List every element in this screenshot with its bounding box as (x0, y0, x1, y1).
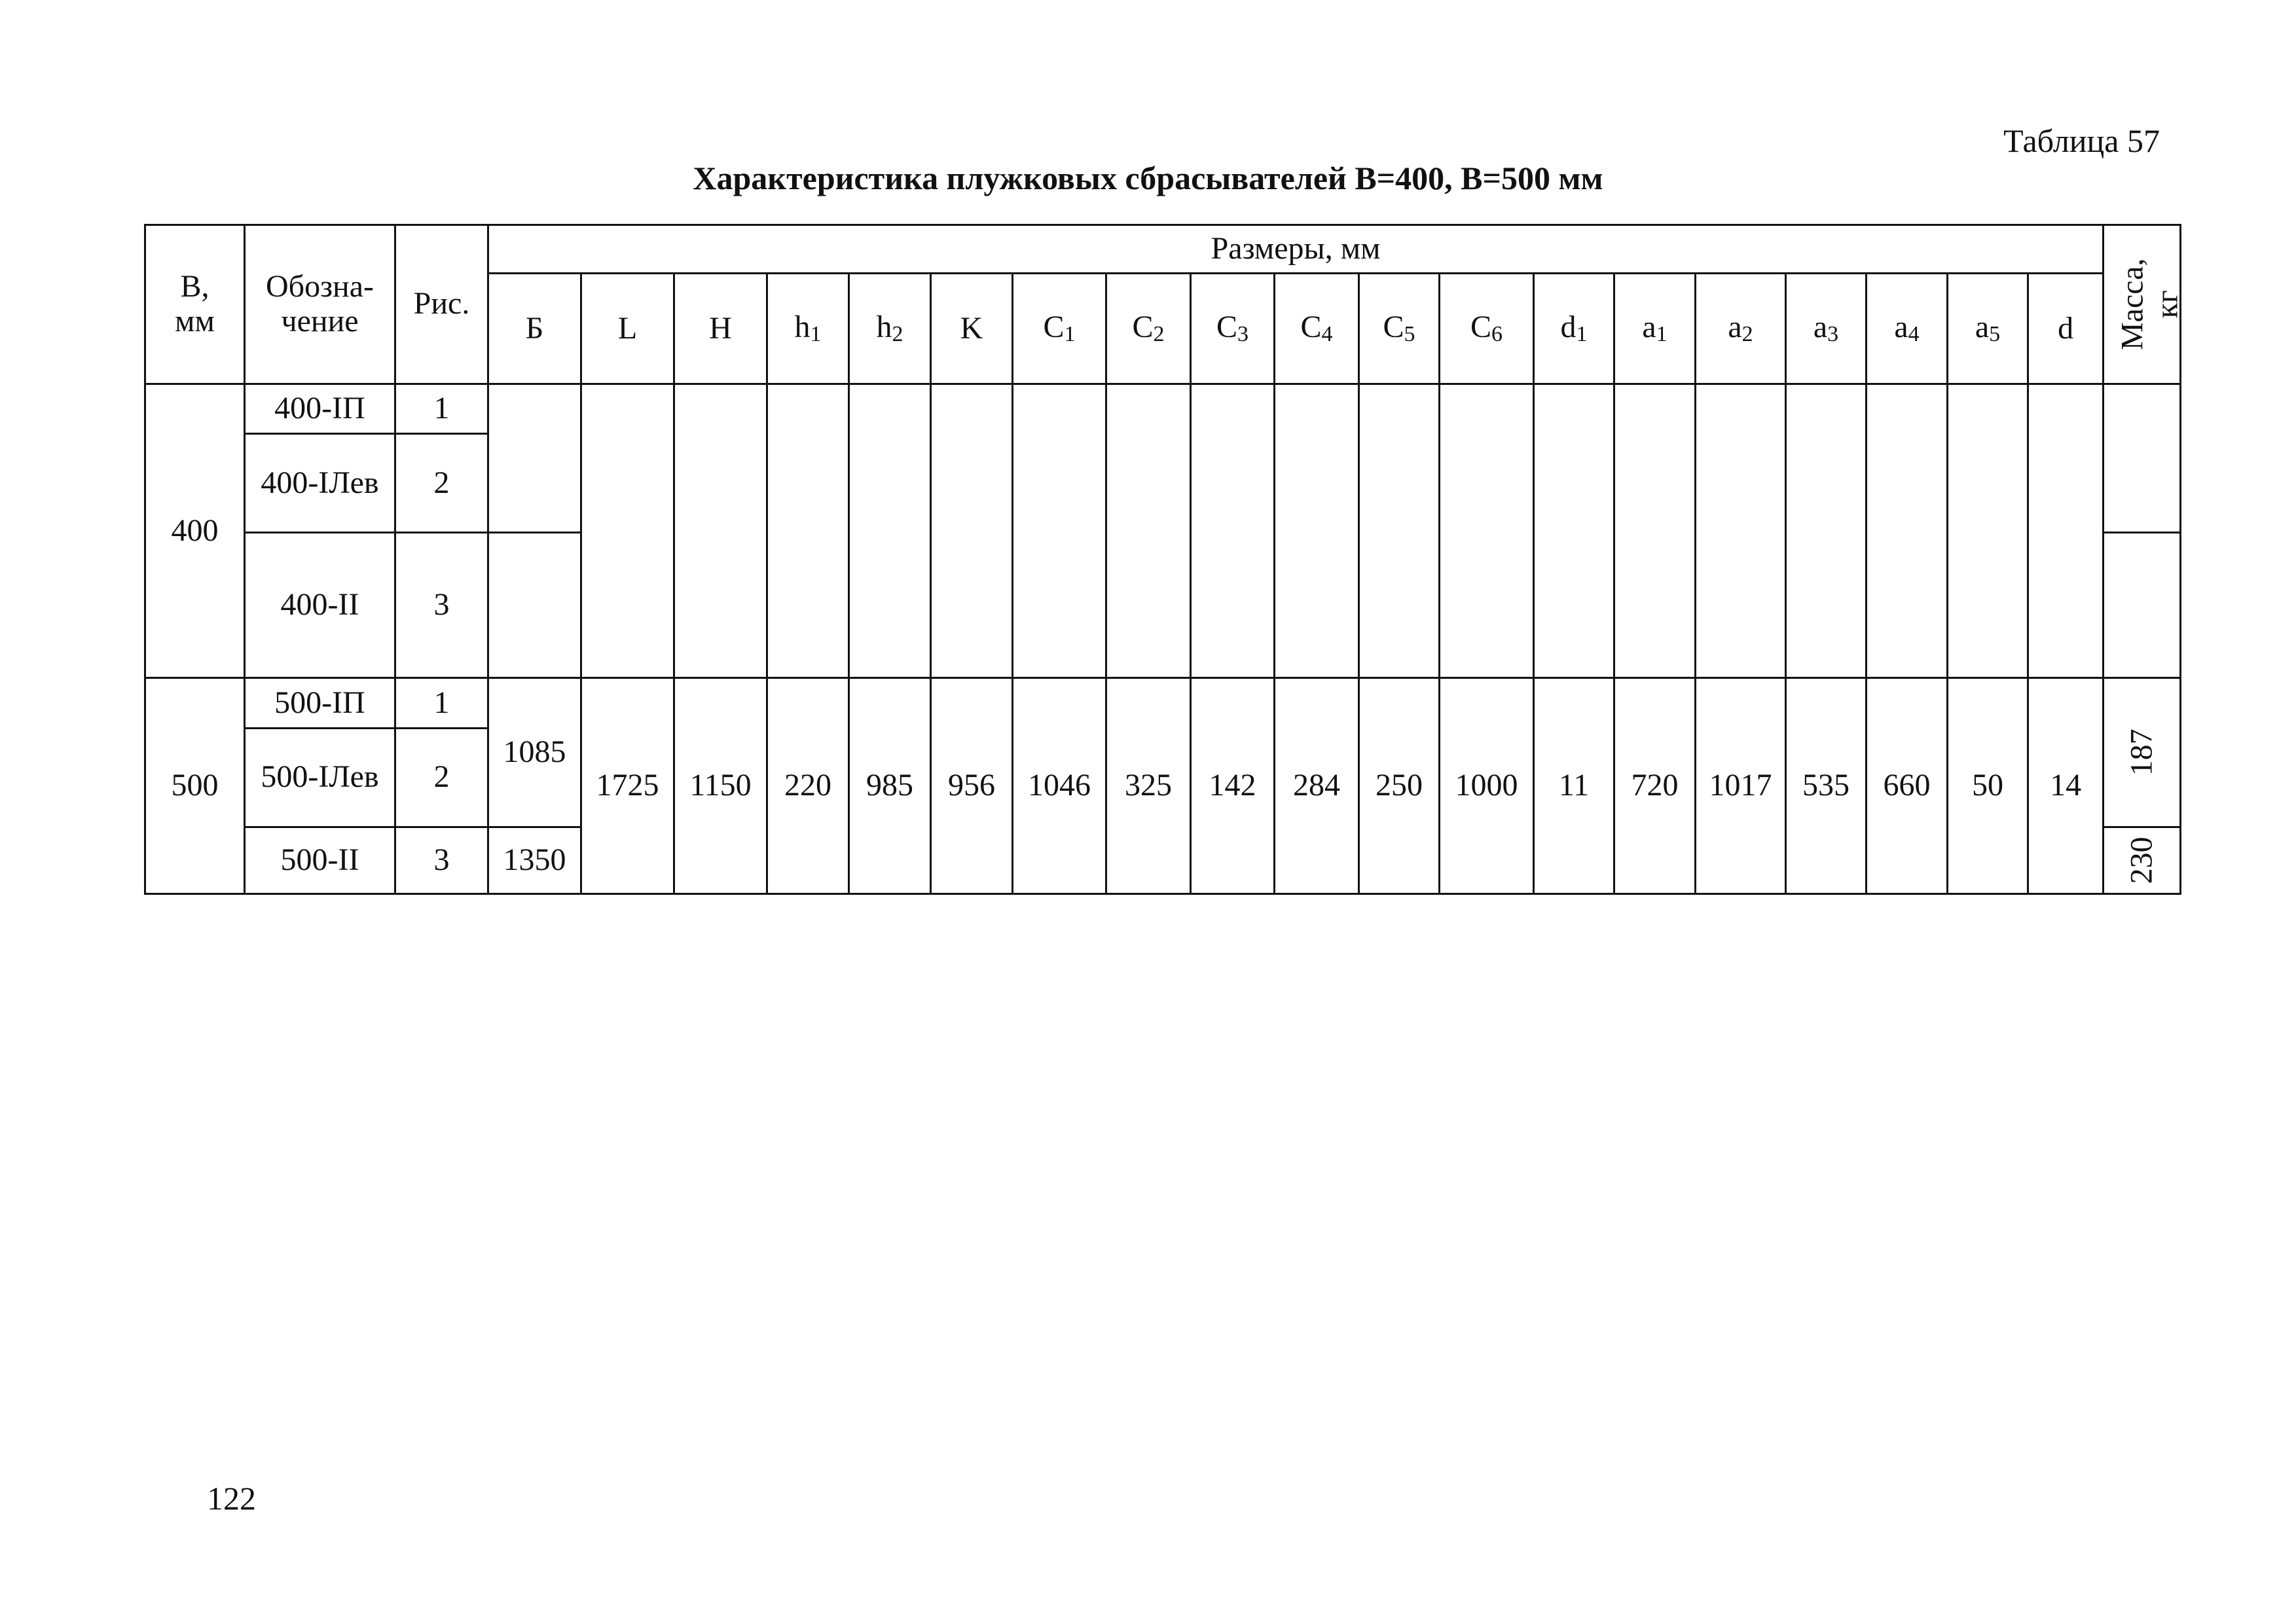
cell-dimension-value (849, 384, 931, 678)
cell-dimension-value: 985 (849, 678, 931, 894)
cell-dimension-value: 325 (1106, 678, 1191, 894)
dim-subscript: 4 (1908, 322, 1920, 347)
dim-symbol: Б (525, 310, 544, 346)
cell-dimension-value (674, 384, 767, 678)
dim-symbol: C (1383, 310, 1404, 345)
cell-dimension-value (1106, 384, 1191, 678)
cell-b-size (488, 384, 581, 532)
cell-b-width: 400 (145, 384, 245, 678)
cell-mass (2104, 384, 2181, 532)
dim-symbol: h (876, 310, 892, 345)
cell-dimension-value: 1150 (674, 678, 767, 894)
cell-mass (2104, 827, 2181, 893)
dim-subscript: 1 (1656, 322, 1667, 347)
cell-dimension-value: 50 (1948, 678, 2028, 894)
dim-subscript: 1 (1064, 322, 1076, 347)
col-header-dim (1614, 274, 1696, 384)
dim-symbol: a (1728, 310, 1742, 345)
cell-fig: 2 (395, 729, 488, 827)
col-header-dim (1359, 274, 1440, 384)
cell-b-size (488, 533, 581, 678)
dim-subscript: 1 (1576, 322, 1588, 347)
cell-dimension-value (1948, 384, 2028, 678)
cell-dimension-value: 1017 (1696, 678, 1786, 894)
cell-fig: 2 (395, 434, 488, 533)
col-header-dim (581, 274, 674, 384)
col-header-dim (674, 274, 767, 384)
col-header-dim (931, 274, 1013, 384)
cell-dimension-value: 720 (1614, 678, 1696, 894)
dim-subscript: 3 (1827, 322, 1839, 347)
cell-dimension-value: 660 (1867, 678, 1948, 894)
dim-subscript: 6 (1491, 322, 1503, 347)
dim-symbol: K (960, 310, 983, 346)
col-header-dim (1534, 274, 1614, 384)
col-header-dim (1013, 274, 1106, 384)
cell-fig: 1 (395, 678, 488, 729)
dim-subscript: 1 (810, 322, 822, 347)
col-header-dim (849, 274, 931, 384)
cell-designation: 500-IП (245, 678, 395, 729)
cell-designation: 400-IП (245, 384, 395, 434)
col-header-dim (1106, 274, 1191, 384)
spec-table (144, 224, 2185, 895)
cell-designation: 400-II (245, 533, 395, 678)
page-number: 122 (207, 1480, 256, 1517)
cell-dimension-value (1191, 384, 1275, 678)
col-header-dim (1867, 274, 1948, 384)
col-header-dimensions-group: Размеры, мм (488, 225, 2104, 274)
col-header-dim (1696, 274, 1786, 384)
dim-subscript: 2 (1153, 322, 1165, 347)
mass-value: 187 (2124, 729, 2159, 776)
dim-symbol: C (1470, 310, 1491, 345)
cell-designation: 500-IЛев (245, 729, 395, 827)
col-header-dim (1440, 274, 1534, 384)
cell-designation: 500-II (245, 827, 395, 893)
cell-dimension-value (1786, 384, 1867, 678)
cell-mass (2104, 678, 2181, 827)
cell-fig: 3 (395, 827, 488, 893)
cell-dimension-value: 1000 (1440, 678, 1534, 894)
dim-symbol: a (1642, 310, 1656, 345)
cell-dimension-value (931, 384, 1013, 678)
cell-fig: 3 (395, 533, 488, 678)
cell-b-width: 500 (145, 678, 245, 894)
cell-designation: 400-IЛев (245, 434, 395, 533)
table-number: Таблица 57 (2003, 122, 2160, 159)
col-header-b: В, мм (145, 225, 245, 384)
cell-dimension-value (581, 384, 674, 678)
cell-dimension-value: 14 (2028, 678, 2104, 894)
dim-symbol: d (2058, 310, 2074, 346)
cell-mass (2104, 533, 2181, 678)
cell-fig: 1 (395, 384, 488, 434)
cell-dimension-value (1534, 384, 1614, 678)
dim-subscript: 5 (1404, 322, 1415, 347)
cell-dimension-value (1867, 384, 1948, 678)
table-title: Характеристика плужковых сбрасывателей В=400, В=500 мм (693, 160, 1603, 196)
cell-dimension-value: 142 (1191, 678, 1275, 894)
cell-dimension-value (1614, 384, 1696, 678)
dim-symbol: L (617, 310, 638, 346)
cell-dimension-value: 1725 (581, 678, 674, 894)
cell-dimension-value (2028, 384, 2104, 678)
cell-dimension-value: 220 (767, 678, 849, 894)
col-header-dim (1191, 274, 1275, 384)
cell-dimension-value: 1046 (1013, 678, 1106, 894)
dim-symbol: C (1216, 310, 1237, 345)
col-header-dim (1786, 274, 1867, 384)
dim-symbol: a (1894, 310, 1908, 345)
dim-symbol: C (1043, 310, 1065, 345)
cell-dimension-value: 250 (1359, 678, 1440, 894)
col-header-designation: Обозна- чение (245, 225, 395, 384)
cell-dimension-value (1696, 384, 1786, 678)
dim-symbol: C (1132, 310, 1154, 345)
cell-dimension-value (1275, 384, 1359, 678)
cell-dimension-value (1359, 384, 1440, 678)
dim-symbol: C (1300, 310, 1322, 345)
col-header-dim (767, 274, 849, 384)
col-header-dim (2028, 274, 2104, 384)
cell-b-size: 1350 (488, 827, 581, 893)
cell-dimension-value: 535 (1786, 678, 1867, 894)
col-header-mass (2104, 225, 2185, 384)
cell-b-size: 1085 (488, 678, 581, 827)
mass-value: 230 (2124, 837, 2159, 884)
cell-dimension-value: 11 (1534, 678, 1614, 894)
dim-symbol: a (1975, 310, 1990, 345)
col-header-dim (488, 274, 581, 384)
dim-subscript: 3 (1237, 322, 1248, 347)
dim-symbol: d (1560, 310, 1576, 345)
cell-dimension-value: 284 (1275, 678, 1359, 894)
cell-dimension-value (1013, 384, 1106, 678)
mass-header-label: Масса, кг (2115, 258, 2185, 351)
dim-subscript: 5 (1989, 322, 2001, 347)
dim-symbol: H (709, 310, 732, 346)
cell-dimension-value: 956 (931, 678, 1013, 894)
col-header-dim (1948, 274, 2028, 384)
dim-symbol: h (794, 310, 811, 345)
col-header-fig: Рис. (395, 225, 488, 384)
dim-subscript: 2 (892, 322, 903, 347)
cell-dimension-value (1440, 384, 1534, 678)
dim-symbol: a (1813, 310, 1828, 345)
dim-subscript: 4 (1321, 322, 1333, 347)
cell-dimension-value (767, 384, 849, 678)
dim-subscript: 2 (1741, 322, 1753, 347)
col-header-dim (1275, 274, 1359, 384)
